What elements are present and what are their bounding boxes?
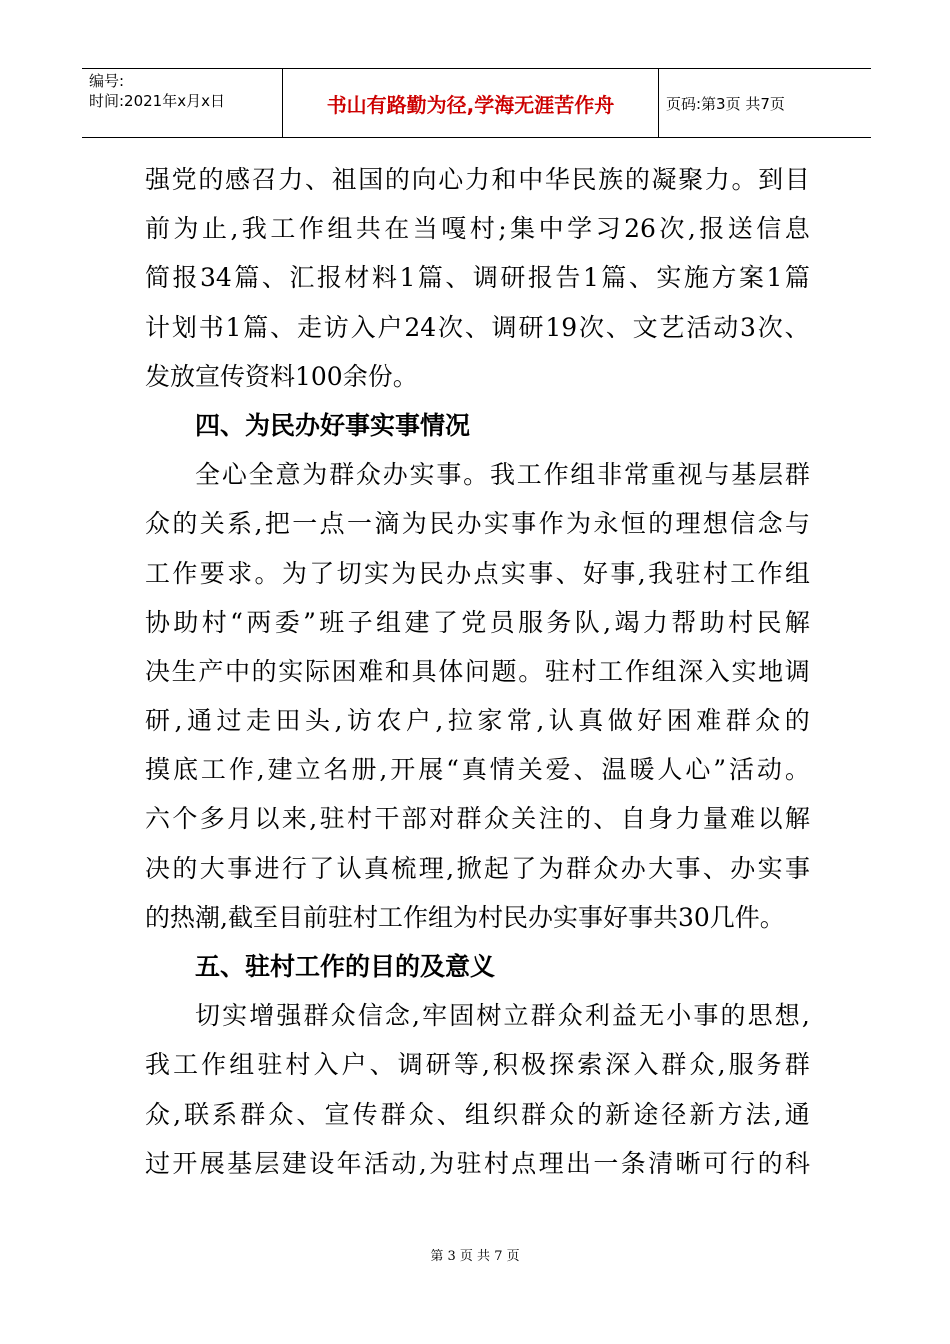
text-line: 决 生 产 中 的 实 际 困 难 和 具 体 问 题 。 驻 村 工 作 组 深 入 实 地 调 — [145, 656, 810, 686]
header-page-code: 页码:第3页 共7页 — [666, 94, 785, 113]
text-line: 研 , 通 过 走 田 头 , 访 农 户 , 拉 家 常 , 认 真 做 好 困 难 群 众 的 — [145, 706, 810, 736]
text-line: 强 党 的 感 召 力 、 祖 国 的 向 心 力 和 中 华 民 族 的 凝 聚 力 。 到 目 — [145, 165, 810, 194]
text-line: 工 作 要 求 。 为 了 切 实 为 民 办 点 实 事 、 好 事 , 我 驻 村 工 作 组 — [145, 558, 810, 588]
section-heading: 四、为民办好事实事情况 — [195, 410, 471, 440]
text-line: 摸 底 工 作 , 建 立 名 册 , 开 展 “ 真 情 关 爱 、 温 暖 人 心 ” 活 动 。 — [145, 755, 810, 785]
text-line: 切 实 增 强 群 众 信 念 , 牢 固 树 立 群 众 利 益 无 小 事 的 思 想 , — [195, 1001, 810, 1031]
text-line: 协 助 村 “ 两 委 ” 班 子 组 建 了 党 员 服 务 队 , 竭 力 帮 助 村 民 解 — [145, 607, 810, 637]
document-number-label: 编号: — [89, 72, 125, 90]
document-time-label: 时间:2021年x月x日 — [89, 92, 225, 110]
text-line: 决 的 大 事 进 行 了 认 真 梳 理 , 掀 起 了 为 群 众 办 大 事 、 办 实 事 — [145, 853, 810, 883]
header-meta — [82, 69, 282, 137]
section-heading: 五、驻村工作的目的及意义 — [195, 952, 496, 981]
text-line: 前 为 止 , 我 工 作 组 共 在 当 嘎 村 ; 集 中 学 习 26 次 , 报 送 信 息 — [145, 214, 810, 244]
text-line: 众 的 关 系 , 把 一 点 一 滴 为 民 办 实 事 作 为 永 恒 的 理 想 信 念 与 — [145, 509, 810, 539]
text-line: 的热潮,截至目前驻村工作组为村民办实事好事共30几件。 — [145, 902, 785, 932]
text-line: 简 报 34 篇 、 汇 报 材 料 1 篇 、 调 研 报 告 1 篇 、 实 施 方 案 1 篇 — [145, 263, 810, 293]
text-line: 全 心 全 意 为 群 众 办 实 事 。 我 工 作 组 非 常 重 视 与 基 层 群 — [195, 460, 810, 490]
header-motto: 书山有路勤为径,学海无涯苦作舟 — [326, 92, 615, 117]
text-line: 过 开 展 基 层 建 设 年 活 动 , 为 驻 村 点 理 出 一 条 清 晰 可 行 的 科 — [145, 1148, 810, 1178]
text-line: 我 工 作 组 驻 村 入 户 、 调 研 等 , 积 极 探 索 深 入 群 众 , 服 务 群 — [145, 1050, 810, 1080]
document-body — [145, 155, 810, 1188]
text-line: 计 划 书 1 篇 、 走 访 入 户 24 次 、 调 研 19 次 、 文 艺 活 动 3 次 、 — [145, 312, 810, 342]
page-footer: 第 3 页 共 7 页 — [430, 1249, 520, 1264]
page-header — [82, 68, 871, 138]
text-line: 发放宣传资料100余份。 — [145, 361, 418, 391]
text-line: 六 个 多 月 以 来 , 驻 村 干 部 对 群 众 关 注 的 、 自 身 力 量 难 以 解 — [145, 804, 810, 834]
header-motto-cell — [282, 69, 659, 137]
text-line: 众 , 联 系 群 众 、 宣 传 群 众 、 组 织 群 众 的 新 途 径 新 方 法 , 通 — [145, 1099, 810, 1129]
